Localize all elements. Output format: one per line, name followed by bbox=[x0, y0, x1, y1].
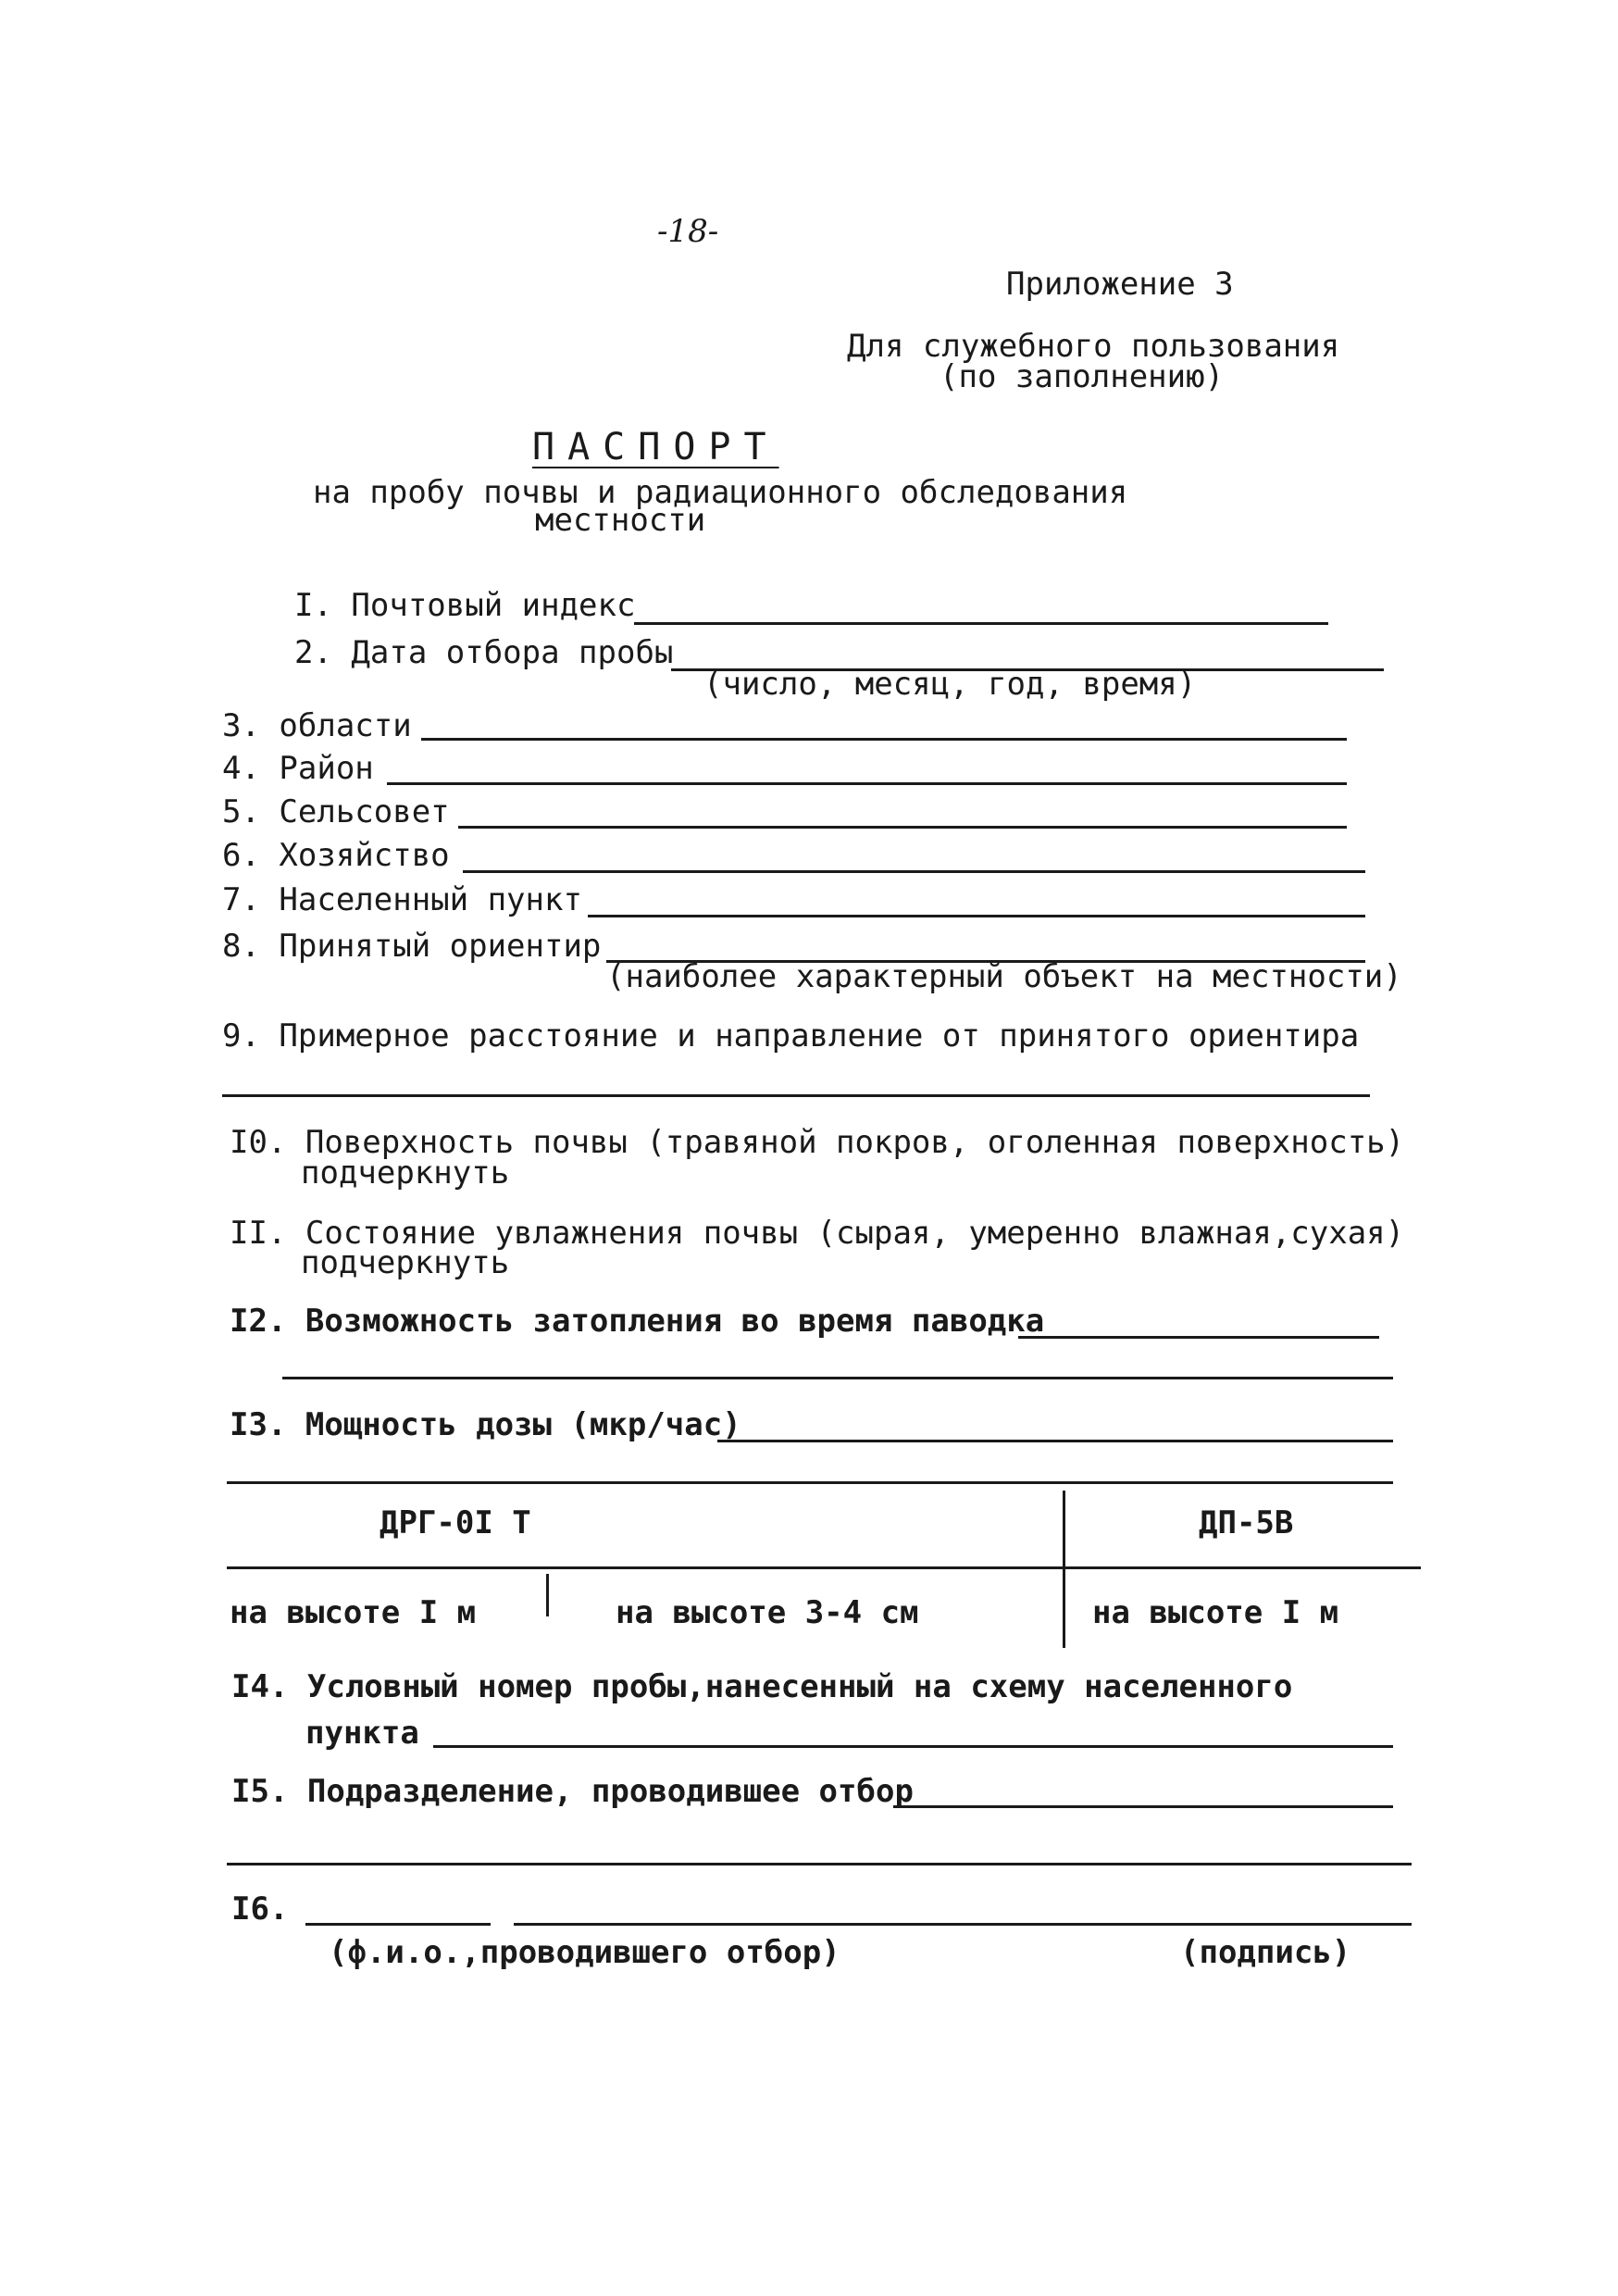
document-subtitle-line1: на пробу почвы и радиационного обследования bbox=[313, 474, 1128, 511]
dose-table-divider-main bbox=[1063, 1491, 1065, 1648]
field-distance-direction-label: 9. Примерное расстояние и направление от принятого ориентира bbox=[222, 1017, 1360, 1054]
dose-table-device2: ДП-5В bbox=[1199, 1504, 1294, 1541]
field-flooding-label: I2. Возможность затопления во время паводка bbox=[230, 1303, 1045, 1340]
field-farm-line[interactable] bbox=[463, 870, 1365, 873]
classification-line1: Для служебного пользования bbox=[847, 328, 1340, 365]
field-postal-code-line[interactable] bbox=[634, 622, 1328, 625]
dose-table-device1: ДРГ-0I Т bbox=[380, 1504, 531, 1541]
field-name-hint: (ф.и.о.,проводившего отбор) bbox=[329, 1934, 840, 1971]
field-dose-rate-line-2[interactable] bbox=[227, 1481, 1393, 1484]
dose-table-divider-sub bbox=[546, 1574, 549, 1616]
field-region-line[interactable] bbox=[421, 738, 1347, 741]
field-flooding-line[interactable] bbox=[1018, 1336, 1379, 1339]
field-settlement-label: 7. Населенный пункт bbox=[222, 881, 582, 918]
field-postal-code-label: I. Почтовый индекс bbox=[294, 587, 636, 624]
field-sampling-date-label: 2. Дата отбора пробы bbox=[294, 634, 674, 671]
dose-table-col3: на высоте I м bbox=[1092, 1594, 1339, 1631]
field-sample-number-line[interactable] bbox=[433, 1745, 1393, 1748]
field-sample-number-label: I4. Условный номер пробы,нанесенный на схему населенного bbox=[231, 1668, 1293, 1705]
field-district-line[interactable] bbox=[387, 782, 1347, 785]
field-village-council-label: 5. Сельсовет bbox=[222, 793, 450, 830]
field-landmark-hint: (наиболее характерный объект на местности) bbox=[606, 958, 1402, 995]
field-unit-line-2[interactable] bbox=[227, 1863, 1412, 1866]
field-sample-number-label-cont: пункта bbox=[305, 1715, 419, 1752]
field-district-label: 4. Район bbox=[222, 750, 374, 787]
field-village-council-line[interactable] bbox=[458, 826, 1347, 829]
field-region-label: 3. области bbox=[222, 707, 412, 744]
field-flooding-line-2[interactable] bbox=[282, 1377, 1393, 1379]
document-title: ПАСПОРТ bbox=[532, 426, 779, 468]
field-unit-line[interactable] bbox=[893, 1805, 1393, 1808]
page-number: -18- bbox=[657, 213, 719, 250]
field-name-line[interactable] bbox=[305, 1923, 491, 1926]
dose-table-col2: на высоте 3-4 см bbox=[616, 1594, 919, 1631]
field-dose-rate-label: I3. Мощность дозы (мкр/час) bbox=[230, 1406, 741, 1443]
field-soil-moisture-label: II. Состояние увлажнения почвы (сырая, умеренно влажная,сухая) bbox=[230, 1215, 1405, 1252]
field-signature-line[interactable] bbox=[514, 1923, 1412, 1926]
field-dose-rate-line[interactable] bbox=[717, 1440, 1393, 1442]
document-subtitle-line2: местности bbox=[535, 502, 706, 539]
field-landmark-label: 8. Принятый ориентир bbox=[222, 928, 602, 965]
field-signature-number: I6. bbox=[231, 1890, 289, 1928]
field-sampling-date-hint: (число, месяц, год, время) bbox=[703, 666, 1197, 703]
field-settlement-line[interactable] bbox=[588, 915, 1365, 917]
field-farm-label: 6. Хозяйство bbox=[222, 837, 450, 874]
field-soil-surface-label: I0. Поверхность почвы (травяной покров, оголенная поверхность) bbox=[230, 1124, 1405, 1161]
field-unit-label: I5. Подразделение, проводившее отбор bbox=[231, 1773, 914, 1810]
field-signature-hint: (подпись) bbox=[1180, 1934, 1351, 1971]
field-distance-direction-line[interactable] bbox=[222, 1094, 1370, 1097]
dose-table-header-rule bbox=[227, 1566, 1421, 1569]
appendix-label: Приложение 3 bbox=[1006, 266, 1234, 303]
field-soil-surface-note: подчеркнуть bbox=[301, 1154, 510, 1192]
field-soil-moisture-note: подчеркнуть bbox=[301, 1244, 510, 1281]
classification-line2: (по заполнению) bbox=[940, 358, 1225, 395]
dose-table-col1: на высоте I м bbox=[230, 1594, 477, 1631]
